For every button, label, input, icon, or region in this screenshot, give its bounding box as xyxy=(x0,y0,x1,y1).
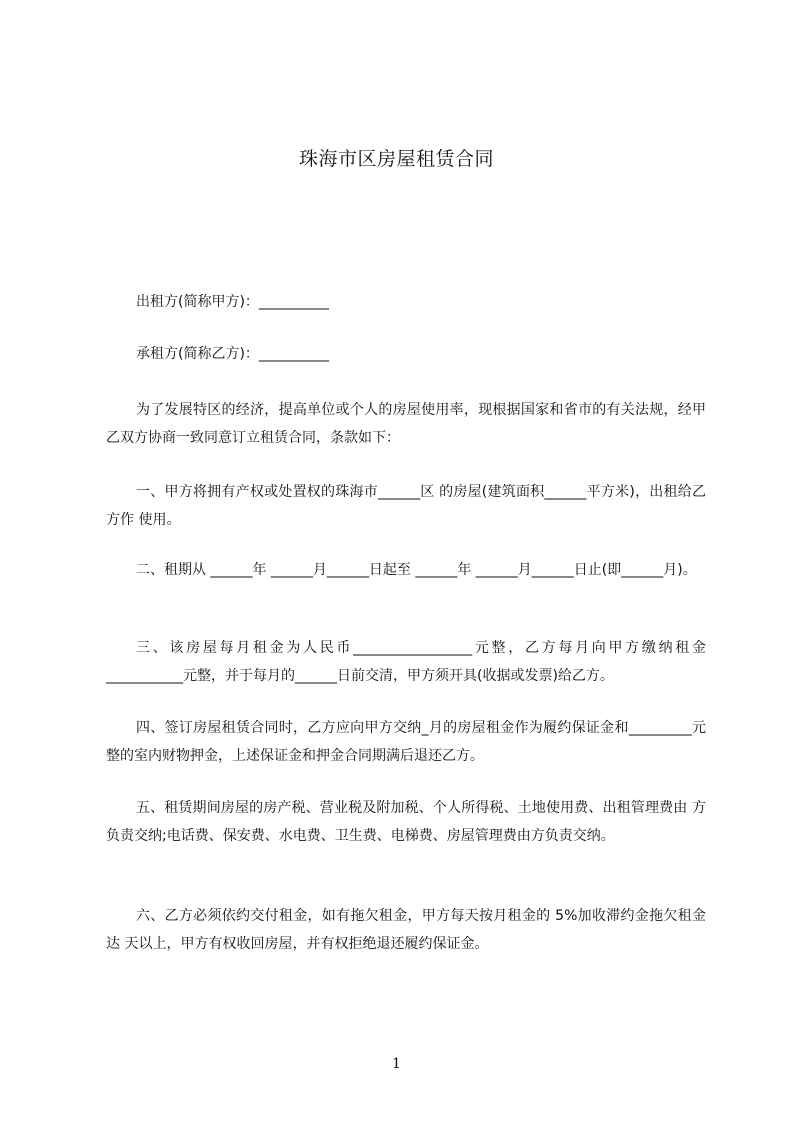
clause-2: 二、租期从 ______年 ______月______日起至 ______年 ______月______日止(即______月)。 xyxy=(136,562,697,578)
page-number: 1 xyxy=(392,1056,401,1072)
lessee-line: 承租方(简称乙方)：__________ xyxy=(136,346,329,362)
clause-3: 三、该房屋每月租金为人民币_________________元整，乙方每月向甲方缴纳租金___________元整，并于每月的______日前交清，甲方须开具(收据或发票)给乙方。 xyxy=(106,640,706,684)
clause-4: 四、签订房屋租赁合同时，乙方应向甲方交纳_月的房屋租金作为履约保证金和_________元整的室内财物押金，上述保证金和押金合同期满后退还乙方。 xyxy=(106,720,706,764)
preamble-paragraph: 为了发展特区的经济，提高单位或个人的房屋使用率，现根据国家和省市的有关法规，经甲乙双方协商一致同意订立租赁合同，条款如下： xyxy=(106,402,706,446)
lessor-line: 出租方(简称甲方)：__________ xyxy=(136,294,329,310)
clause-5: 五、租赁期间房屋的房产税、营业税及附加税、个人所得税、土地使用费、出租管理费由 方负责交纳;电话费、保安费、水电费、卫生费、电梯费、房屋管理费由方负责交纳。 xyxy=(106,800,706,844)
clause-1: 一、甲方将拥有产权或处置权的珠海市______区 的房屋(建筑面积______平方米)，出租给乙方作 使用。 xyxy=(106,484,706,528)
clause-6: 六、乙方必须依约交付租金，如有拖欠租金，甲方每天按月租金的 5%加收滞约金拖欠租金达 天以上，甲方有权收回房屋，并有权拒绝退还履约保证金。 xyxy=(106,908,706,952)
contract-title: 珠海市区房屋租赁合同 xyxy=(298,148,494,170)
